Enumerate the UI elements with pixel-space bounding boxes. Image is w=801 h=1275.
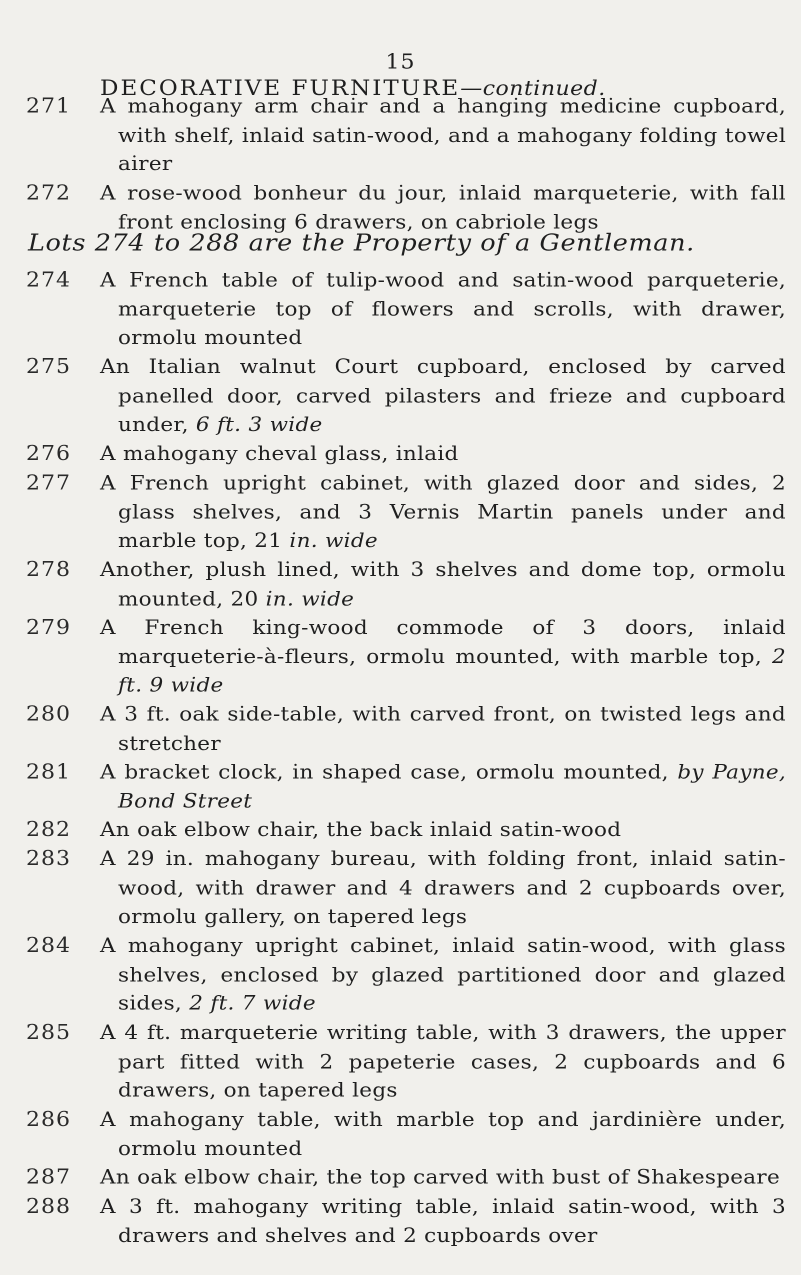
lot-description: An oak elbow chair, the back inlaid satin-wood [100,818,622,842]
lot-description: A bracket clock, in shaped case, ormolu mounted, by Payne, Bond Street [100,760,786,813]
lot-description: An oak elbow chair, the top carved with bust of Shakespeare [100,1166,781,1189]
lot-number: 285 [26,1021,71,1045]
heading-title: DECORATIVE FURNITURE [100,76,461,101]
section-heading: Lots 274 to 288 are the Property of a Gentleman. [28,229,695,258]
lot-number: 274 [26,268,71,292]
lot-number: 278 [26,558,71,582]
lot-description: A mahogany table, with marble top and jardinière under, ormolu mounted [100,1108,786,1161]
lot-number: 280 [26,703,71,727]
lot-number: 275 [26,355,71,379]
lot-number: 279 [26,616,71,640]
lot-description: A 3 ft. mahogany writing table, inlaid satin-wood, with 3 drawers and shelves and 2 cupboards over [100,1195,786,1248]
lot-number: 271 [26,95,71,118]
lot-description: A mahogany upright cabinet, inlaid satin-wood, with glass shelves, enclosed by glazed partitioned door and glazed sides, 2 ft. 7 wide [100,934,786,1016]
lot-description: A French table of tulip-wood and satin-wood parqueterie, marqueterie top of flowers and scrolls, with drawer, ormolu mounted [100,268,786,350]
lot-description: A rose-wood bonheur du jour, inlaid marqueterie, with fall front enclosing 6 drawers, on cabriole legs [100,182,786,234]
lot-description: A 4 ft. marqueterie writing table, with 3 drawers, the upper part fitted with 2 papeterie cases, 2 cupboards and 6 drawers, on tapered legs [100,1021,786,1103]
lot-number: 276 [26,442,71,466]
lot-number: 281 [26,760,71,784]
heading-continued: —continued. [460,77,606,101]
page-number: 15 [385,51,416,75]
lot-number: 287 [26,1166,71,1189]
lot-description: A mahogany cheval glass, inlaid [100,442,459,466]
lot-number: 282 [26,818,71,842]
lot-description: Another, plush lined, with 3 shelves and dome top, ormolu mounted, 20 in. wide [100,558,786,611]
lot-description: A mahogany arm chair and a hanging medicine cupboard, with shelf, inlaid satin-wood, and a mahogany folding towel airer [100,95,786,176]
lot-description: A 29 in. mahogany bureau, with folding front, inlaid satin-wood, with drawer and 4 drawers and 2 cupboards over, ormolu gallery, on tapered legs [100,847,786,929]
lot-number: 272 [26,182,71,205]
lot-description: A French king-wood commode of 3 doors, inlaid marqueterie-à-fleurs, ormolu mounted, with marble top, 2 ft. 9 wide [100,616,786,698]
lot-number: 286 [26,1108,71,1132]
lot-number: 277 [26,471,71,495]
lot-number: 283 [26,847,71,871]
lot-description: A 3 ft. oak side-table, with carved front, on twisted legs and stretcher [100,703,786,756]
lot-description: An Italian walnut Court cupboard, enclosed by carved panelled door, carved pilasters and frieze and cupboard under, 6 ft. 3 wide [100,355,786,437]
lot-number: 284 [26,934,71,958]
lot-description: A French upright cabinet, with glazed door and sides, 2 glass shelves, and 3 Vernis Martin panels under and marble top, 21 in. wide [100,471,786,553]
lot-number: 288 [26,1195,71,1219]
